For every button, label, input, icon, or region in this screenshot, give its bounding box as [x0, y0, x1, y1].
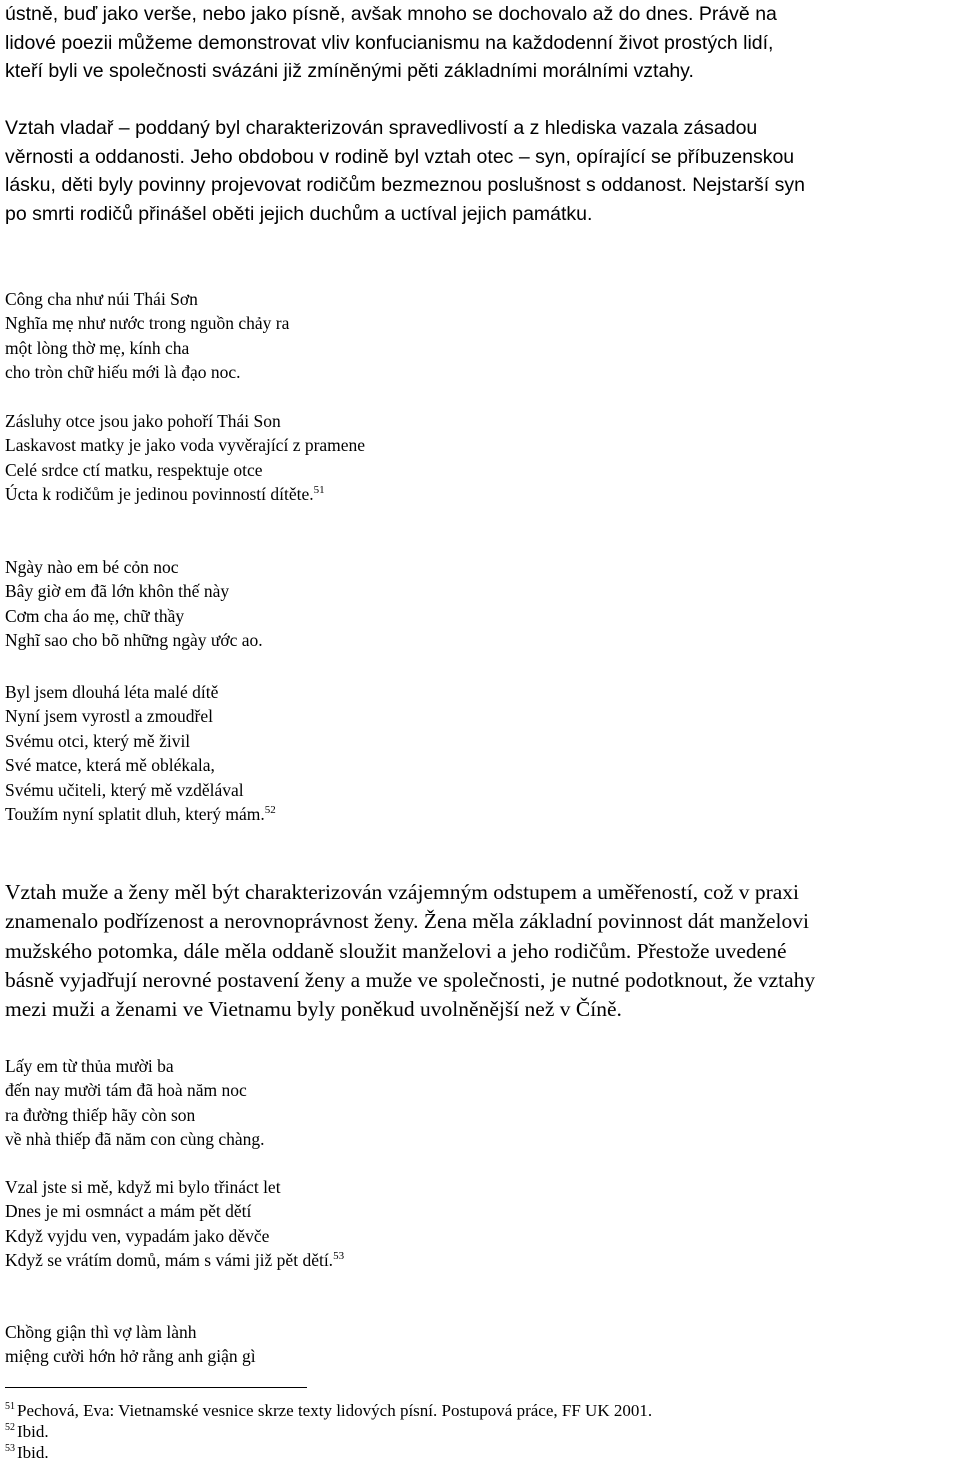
paragraph-line: básně vyjadřují nerovné postavení ženy a muže ve společnosti, je nutné podotknout, že vztahy [5, 967, 816, 992]
verse-line: Celé srdce ctí matku, respektuje otce [5, 459, 263, 480]
footnote-text: Ibid. [17, 1443, 49, 1462]
verse-line: Laskavost matky je jako voda vyvěrající z pramene [5, 435, 366, 456]
footnote-text: Ibid. [17, 1422, 49, 1441]
footnote-ref-51[interactable]: 51 [313, 484, 325, 497]
verse-text: Úcta k rodičům je jedinou povinností dítěte. [5, 484, 314, 505]
verse-line [5, 802, 276, 826]
footnote-number: 52 [5, 1422, 15, 1433]
vassal-paragraph [5, 114, 805, 229]
footnote-text: Pechová, Eva: Vietnamské vesnice skrze texty lidových písní. Postupová práce, FF UK 2001. [17, 1401, 653, 1420]
verse-line: Byl jsem dlouhá léta malé dítě [5, 682, 219, 702]
footnote-number: 51 [5, 1401, 15, 1412]
poem1-czech [5, 409, 365, 507]
verse-line [5, 482, 365, 506]
verse-line: Nghĩ sao cho bõ những ngày ước ao. [5, 630, 263, 651]
poem3-vietnamese [5, 1054, 265, 1152]
verse-line: Lấy em từ thủa mười ba [5, 1056, 174, 1076]
paragraph-line: po smrti rodičů přinášel oběti jejich duchům a uctíval jejich památku. [5, 203, 593, 226]
verse-line: Nghĩa mẹ như nước trong nguồn chảy ra [5, 313, 290, 334]
verse-line: về nhà thiếp đã năm con cùng chàng. [5, 1129, 265, 1150]
verse-line: Ngày nào em bé cỏn noc [5, 557, 179, 577]
verse-line [5, 1248, 344, 1272]
footnote-ref-53[interactable]: 53 [333, 1250, 345, 1263]
verse-line: Dnes je mi osmnáct a mám pět dětí [5, 1201, 252, 1222]
footnote-52 [5, 1421, 652, 1442]
footnotes [5, 1400, 652, 1463]
footnote-53 [5, 1442, 652, 1463]
verse-line: Nyní jsem vyrostl a zmoudřel [5, 706, 214, 727]
poem3-czech [5, 1175, 344, 1273]
spouse-paragraph [5, 878, 815, 1024]
verse-line: Vzal jste si mě, když mi bylo třináct let [5, 1177, 281, 1197]
paragraph-line: lásku, děti byly povinny projevovat rodičům bezmeznou poslušnost s oddanost. Nejstarší syn [5, 174, 805, 197]
verse-line: Bây giờ em đã lớn khôn thế này [5, 581, 230, 602]
verse-text: Když se vrátím domů, mám s vámi již pět dětí. [5, 1250, 334, 1271]
paragraph-line: lidové poezii můžeme demonstrovat vliv konfucianismu na každodenní život prostých lidí, [5, 31, 774, 54]
verse-line: Své matce, která mě oblékala, [5, 755, 215, 776]
verse-line: Svému učiteli, který mě vzdělával [5, 779, 244, 800]
footnote-51 [5, 1400, 652, 1421]
verse-line: Cơm cha áo mẹ, chữ thầy [5, 605, 185, 626]
verse-line: một lòng thờ mẹ, kính cha [5, 337, 190, 358]
poem2-vietnamese [5, 555, 263, 653]
verse-line: Chồng giận thì vợ làm lành [5, 1322, 197, 1342]
intro-paragraph [5, 0, 777, 86]
verse-line: Když vyjdu ven, vypadám jako děvče [5, 1225, 270, 1246]
verse-line: ra đường thiếp hãy còn son [5, 1104, 196, 1125]
paragraph-line: věrnosti a oddanosti. Jeho obdobou v rodině byl vztah otec – syn, opírající se příbuzenskou [5, 145, 795, 168]
verse-line: cho tròn chữ hiếu mới là đạo noc. [5, 362, 241, 383]
paragraph-line: Vztah vladař – poddaný byl charakterizován spravedlivostí a z hlediska vazala zásadou [5, 117, 758, 139]
verse-line: miệng cười hớn hở rằng anh giận gì [5, 1346, 256, 1367]
paragraph-line: znamenalo podřízenost a nerovnoprávnost ženy. Žena měla základní povinnost dát manželovi [5, 909, 809, 934]
paragraph-line: mezi muži a ženami ve Vietnamu byly poněkud uvolněnější než v Číně. [5, 997, 622, 1022]
poem1-vietnamese [5, 287, 289, 385]
verse-line: đến nay mười tám đã hoà năm noc [5, 1080, 247, 1101]
verse-line: Zásluhy otce jsou jako pohoří Thái Son [5, 411, 281, 431]
footnote-ref-52[interactable]: 52 [264, 804, 276, 817]
paragraph-line: Vztah muže a ženy měl být charakterizován vzájemným odstupem a uměřeností, což v praxi [5, 880, 799, 904]
poem4-vietnamese [5, 1320, 256, 1369]
paragraph-line: kteří byli ve společnosti svázáni již zmíněnými pěti základními morálními vztahy. [5, 60, 694, 83]
verse-text: Toužím nyní splatit dluh, který mám. [5, 804, 265, 825]
paragraph-line: mužského potomka, dále měla oddaně sloužit manželovi a jeho rodičům. Přestože uvedené [5, 938, 787, 963]
verse-line: Svému otci, který mě živil [5, 730, 191, 751]
poem2-czech [5, 680, 276, 826]
verse-line: Công cha như núi Thái Sơn [5, 289, 198, 309]
footnote-separator [5, 1387, 307, 1388]
footnote-number: 53 [5, 1443, 15, 1454]
paragraph-line: ústně, buď jako verše, nebo jako písně, avšak mnoho se dochovalo až do dnes. Právě na [5, 3, 777, 25]
